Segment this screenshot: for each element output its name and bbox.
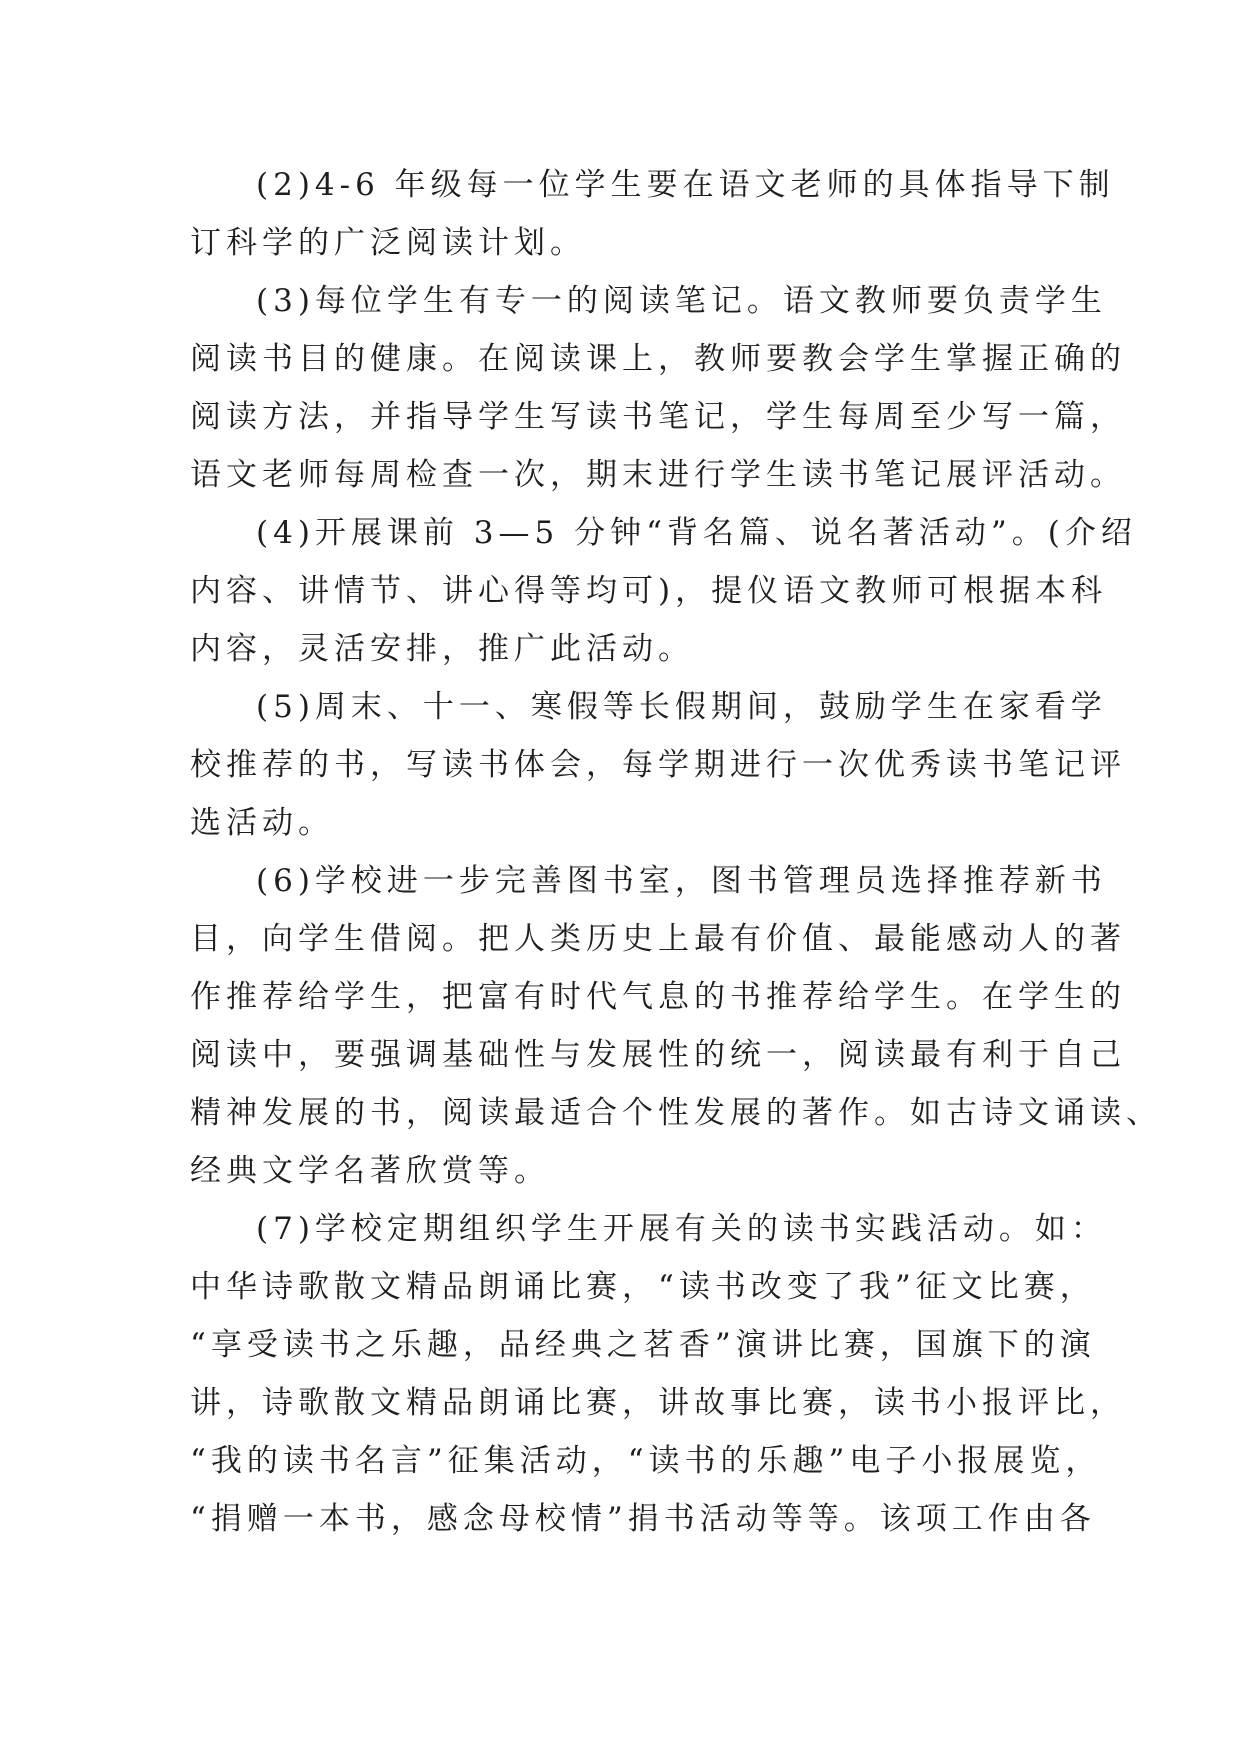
paragraph-7-line-3: “享受读书之乐趣，品经典之茗香”演讲比赛，国旗下的演 <box>190 1327 1096 1363</box>
paragraph-2-line-1: (2)4-6 年级每一位学生要在语文老师的具体指导下制 <box>256 167 1115 203</box>
paragraph-6-line-2: 目，向学生借阅。把人类历史上最有价值、最能感动人的著 <box>190 921 1126 957</box>
paragraph-7-line-6: “捐赠一本书，感念母校情”捐书活动等等。该项工作由各 <box>190 1501 1096 1537</box>
paragraph-4-line-3: 内容，灵活安排，推广此活动。 <box>190 631 694 667</box>
paragraph-7-line-5: “我的读书名言”征集活动，“读书的乐趣”电子小报展览， <box>190 1443 1102 1479</box>
paragraph-3-line-3: 阅读方法，并指导学生写读书笔记，学生每周至少写一篇， <box>190 399 1126 435</box>
paragraph-4-line-1: (4)开展课前 3—5 分钟“背名篇、说名著活动”。(介绍 <box>256 515 1137 551</box>
paragraph-3-line-1: (3)每位学生有专一的阅读笔记。语文教师要负责学生 <box>256 283 1107 319</box>
paragraph-6-line-3: 作推荐给学生，把富有时代气息的书推荐给学生。在学生的 <box>190 979 1126 1015</box>
paragraph-7-line-1: (7)学校定期组织学生开展有关的读书实践活动。如： <box>256 1211 1107 1247</box>
paragraph-6-line-6: 经典文学名著欣赏等。 <box>190 1153 550 1189</box>
paragraph-7-line-4: 讲，诗歌散文精品朗诵比赛，讲故事比赛，读书小报评比， <box>190 1385 1126 1421</box>
paragraph-6-line-1: (6)学校进一步完善图书室，图书管理员选择推荐新书 <box>256 863 1107 899</box>
paragraph-7-line-2: 中华诗歌散文精品朗诵比赛，“读书改变了我”征文比赛， <box>190 1269 1096 1305</box>
paragraph-3-line-2: 阅读书目的健康。在阅读课上，教师要教会学生掌握正确的 <box>190 341 1126 377</box>
paragraph-6-line-5: 精神发展的书，阅读最适合个性发展的著作。如古诗文诵读、 <box>190 1095 1162 1131</box>
paragraph-5-line-1: (5)周末、十一、寒假等长假期间，鼓励学生在家看学 <box>256 689 1107 725</box>
paragraph-5-line-2: 校推荐的书，写读书体会，每学期进行一次优秀读书笔记评 <box>190 747 1126 783</box>
paragraph-5-line-3: 选活动。 <box>190 805 334 841</box>
paragraph-3-line-4: 语文老师每周检查一次，期末进行学生读书笔记展评活动。 <box>190 457 1126 493</box>
paragraph-6-line-4: 阅读中，要强调基础性与发展性的统一，阅读最有利于自己 <box>190 1037 1126 1073</box>
paragraph-4-line-2: 内容、讲情节、讲心得等均可)，提仪语文教师可根据本科 <box>190 573 1108 609</box>
paragraph-2-line-2: 订科学的广泛阅读计划。 <box>190 225 586 261</box>
